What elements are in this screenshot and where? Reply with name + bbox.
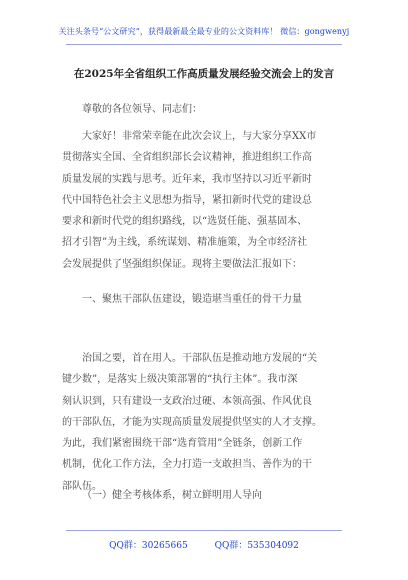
paragraph-line: 治国之要，首在用人。干部队伍是推动地方发展的“关	[82, 353, 318, 364]
qq-group-1: QQ群：30265665	[109, 541, 188, 551]
qq-group-2: QQ群：535304092	[214, 541, 299, 551]
salutation: 尊敬的各位领导、同志们：	[82, 104, 202, 115]
paragraph-line: 部队伍。	[62, 480, 102, 492]
paragraph-line: 为此，我们紧密围绕干部“选育管用”全链条，创新工作	[62, 438, 303, 450]
paragraph-line: 贯彻落实全国、全省组织部长会议精神，推进组织工作高	[62, 152, 312, 164]
paragraph-section-1	[62, 348, 352, 497]
document-title: 在2025年全省组织工作高质量发展经验交流会上的发言	[73, 68, 335, 80]
subsection-heading: （一）健全考核体系，树立鲜明用人导向	[82, 490, 262, 501]
paragraph-line: 刻认识到，只有建设一支政治过硬、本领高强、作风优良	[62, 395, 312, 407]
paragraph-line: 机制，优化工作方法，全力打造一支敢担当、善作为的干	[62, 459, 312, 471]
footer-contacts	[0, 538, 408, 551]
paragraph-line: 招才引智”为主线，系统谋划、精准施策，为全市经济社	[62, 237, 308, 249]
paragraph-line: 质量发展的实践与思考。近年来，我市坚持以习近平新时	[62, 173, 312, 185]
paragraph-line: 键少数”，是落实上级决策部署的“执行主体”。我市深	[62, 374, 298, 386]
paragraph-line: 大家好！非常荣幸能在此次会议上，与大家分享XX市	[82, 131, 317, 142]
header-notice: 关注头条号“公文研究”，获得最新最全最专业的公文资料库！ 微信：gongwenyj	[58, 27, 350, 36]
paragraph-line: 的干部队伍，才能为实现高质量发展提供坚实的人才支撑。	[62, 416, 322, 428]
paragraph-line: 代中国特色社会主义思想为指导，紧扣新时代党的建设总	[62, 194, 312, 206]
paragraph-intro	[62, 126, 352, 275]
footer-divider	[66, 530, 342, 531]
header-divider	[66, 44, 342, 45]
section-heading: 一、聚焦干部队伍建设，锻造堪当重任的骨干力量	[82, 294, 302, 305]
paragraph-line: 会发展提供了坚强组织保证。现将主要做法汇报如下：	[62, 258, 302, 270]
paragraph-line: 要求和新时代党的组织路线，以“选贤任能、强基固本、	[62, 216, 308, 228]
